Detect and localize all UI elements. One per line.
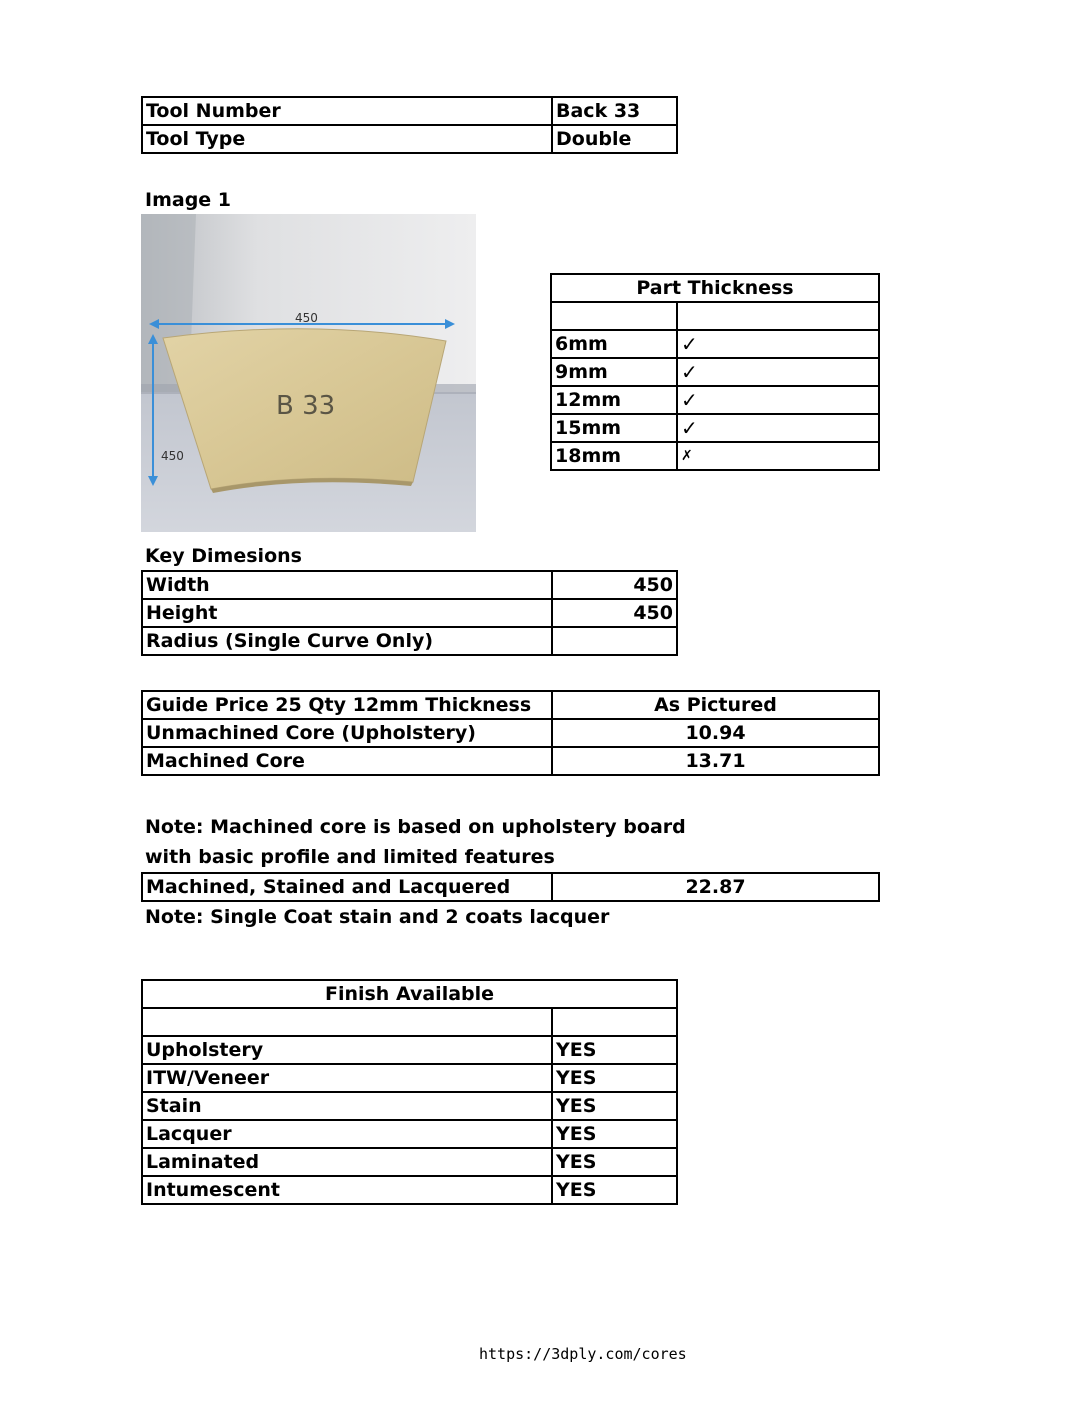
table-row — [551, 330, 879, 358]
dimension-label: Height — [142, 599, 552, 627]
finish-value: YES — [552, 1036, 677, 1064]
check-mark-icon: ✓ — [677, 330, 879, 358]
finish-value: YES — [552, 1148, 677, 1176]
table-row — [142, 1148, 677, 1176]
price-label: Machined Core — [142, 747, 552, 775]
part-thickness-title: Part Thickness — [551, 274, 879, 302]
price-value: 13.71 — [552, 747, 879, 775]
blank-cell — [552, 1008, 677, 1036]
blank-cell — [142, 1008, 552, 1036]
table-row — [142, 1176, 677, 1204]
table-row — [142, 1008, 677, 1036]
table-row — [142, 571, 677, 599]
stain-note: Note: Single Coat stain and 2 coats lacquer — [145, 906, 610, 928]
finish-label: ITW/Veneer — [142, 1064, 552, 1092]
finish-label: Upholstery — [142, 1036, 552, 1064]
check-mark-icon: ✓ — [677, 358, 879, 386]
table-row — [551, 414, 879, 442]
blank-cell — [677, 302, 879, 330]
guide-price-header-label: Guide Price 25 Qty 12mm Thickness — [142, 691, 552, 719]
key-dimensions-title: Key Dimesions — [145, 545, 302, 567]
table-row — [551, 274, 879, 302]
dimension-value: 450 — [552, 599, 677, 627]
key-dimensions-table — [141, 570, 678, 656]
finish-label: Intumescent — [142, 1176, 552, 1204]
stained-price-table — [141, 872, 880, 902]
thickness-size: 15mm — [551, 414, 677, 442]
table-row — [142, 125, 677, 153]
thickness-size: 18mm — [551, 442, 677, 470]
check-mark-icon: ✓ — [677, 414, 879, 442]
table-row — [142, 747, 879, 775]
finish-label: Laminated — [142, 1148, 552, 1176]
finish-label: Stain — [142, 1092, 552, 1120]
table-row — [142, 691, 879, 719]
price-label: Unmachined Core (Upholstery) — [142, 719, 552, 747]
table-row — [142, 1092, 677, 1120]
table-row — [551, 358, 879, 386]
finish-available-title: Finish Available — [142, 980, 677, 1008]
tool-type-label: Tool Type — [142, 125, 552, 153]
plywood-photo-illustration — [141, 214, 476, 532]
thickness-size: 12mm — [551, 386, 677, 414]
width-dimension-label: 450 — [295, 311, 318, 325]
tool-number-value: Back 33 — [552, 97, 677, 125]
dimension-label: Radius (Single Curve Only) — [142, 627, 552, 655]
dimension-value: 450 — [552, 571, 677, 599]
table-row — [142, 599, 677, 627]
dimension-label: Width — [142, 571, 552, 599]
part-thickness-table — [550, 273, 880, 471]
table-row — [551, 302, 879, 330]
machined-core-note-line2: with basic profile and limited features — [145, 846, 555, 868]
finish-value: YES — [552, 1176, 677, 1204]
guide-price-table — [141, 690, 880, 776]
machined-core-note-line1: Note: Machined core is based on upholstery board — [145, 816, 686, 838]
tool-info-table — [141, 96, 678, 154]
check-mark-icon: ✓ — [677, 386, 879, 414]
stained-value: 22.87 — [552, 873, 879, 901]
guide-price-header-value: As Pictured — [552, 691, 879, 719]
thickness-size: 6mm — [551, 330, 677, 358]
table-row — [142, 1064, 677, 1092]
table-row — [142, 1120, 677, 1148]
height-dimension-label: 450 — [161, 449, 184, 463]
table-row — [142, 719, 879, 747]
photo-marking: B 33 — [276, 391, 336, 421]
table-row — [551, 442, 879, 470]
finish-label: Lacquer — [142, 1120, 552, 1148]
finish-value: YES — [552, 1064, 677, 1092]
table-row — [142, 980, 677, 1008]
finish-available-table — [141, 979, 678, 1205]
dimension-value — [552, 627, 677, 655]
cross-mark-icon: ✗ — [677, 442, 879, 470]
finish-value: YES — [552, 1092, 677, 1120]
blank-cell — [551, 302, 677, 330]
table-row — [551, 386, 879, 414]
image-title: Image 1 — [145, 189, 232, 211]
tool-type-value: Double — [552, 125, 677, 153]
finish-value: YES — [552, 1120, 677, 1148]
table-row — [142, 1036, 677, 1064]
tool-number-label: Tool Number — [142, 97, 552, 125]
table-row — [142, 97, 677, 125]
table-row — [142, 873, 879, 901]
product-photo — [141, 214, 476, 532]
thickness-size: 9mm — [551, 358, 677, 386]
price-value: 10.94 — [552, 719, 879, 747]
table-row — [142, 627, 677, 655]
footer-url-link[interactable]: https://3dply.com/cores — [479, 1345, 687, 1363]
stained-label: Machined, Stained and Lacquered — [142, 873, 552, 901]
